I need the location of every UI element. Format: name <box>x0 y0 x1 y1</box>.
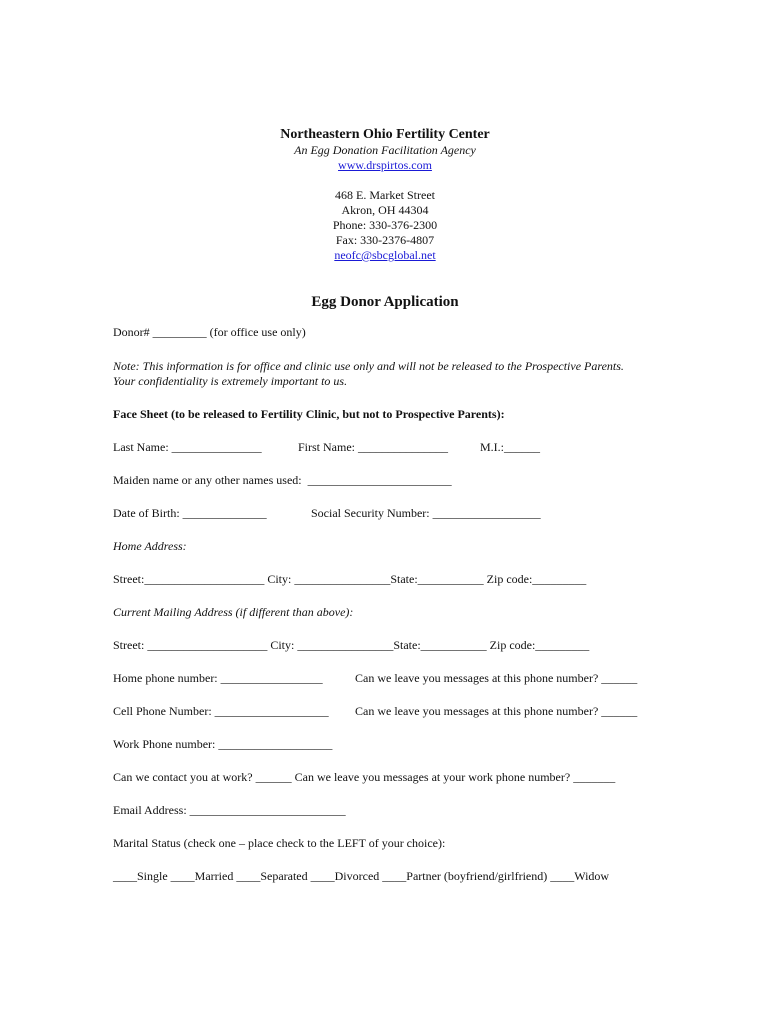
note-line-1: Note: This information is for office and clinic use only and will not be released to the Prospective Parents. <box>113 359 624 373</box>
work-contact-question: Can we contact you at work? ______ Can we leave you messages at your work phone number? _______ <box>113 770 616 784</box>
address-street: 468 E. Market Street <box>335 188 435 202</box>
cell-phone-message-question: Can we leave you messages at this phone number? ______ <box>355 704 638 718</box>
org-name: Northeastern Ohio Fertility Center <box>280 127 490 142</box>
mailing-address-heading: Current Mailing Address (if different than above): <box>113 605 354 619</box>
face-sheet-heading: Face Sheet (to be released to Fertility Clinic, but not to Prospective Parents): <box>113 407 505 421</box>
middle-initial-field: M.I.:______ <box>480 440 540 454</box>
marital-status-options: ____Single ____Married ____Separated ____Divorced ____Partner (boyfriend/girlfriend) ____Widow <box>113 869 610 883</box>
home-phone-message-question: Can we leave you messages at this phone number? ______ <box>355 671 638 685</box>
org-tagline: An Egg Donation Facilitation Agency <box>294 143 476 157</box>
address-city: Akron, OH 44304 <box>341 203 429 217</box>
email-link[interactable]: neofc@sbcglobal.net <box>334 248 436 262</box>
form-title: Egg Donor Application <box>311 294 459 310</box>
fax-number: Fax: 330-2376-4807 <box>335 233 435 247</box>
note-line-2: Your confidentiality is extremely important to us. <box>113 374 348 388</box>
marital-status-heading: Marital Status (check one – place check to the LEFT of your choice): <box>113 836 446 850</box>
home-phone-field: Home phone number: _________________ <box>113 671 323 685</box>
home-address-heading: Home Address: <box>113 539 187 553</box>
website-link[interactable]: www.drspirtos.com <box>338 158 432 172</box>
phone-number: Phone: 330-376-2300 <box>332 218 438 232</box>
ssn-field: Social Security Number: __________________ <box>311 506 541 520</box>
work-phone-field: Work Phone number: ___________________ <box>113 737 333 751</box>
date-of-birth-field: Date of Birth: ______________ <box>113 506 267 520</box>
home-address-line: Street:____________________ City: ________________State:___________ Zip code:_________ <box>113 572 587 586</box>
last-name-field: Last Name: _______________ <box>113 440 262 454</box>
mailing-address-line: Street: ____________________ City: ________________State:___________ Zip code:_________ <box>113 638 590 652</box>
first-name-field: First Name: _______________ <box>298 440 448 454</box>
email-address-field: Email Address: __________________________ <box>113 803 346 817</box>
maiden-name-field: Maiden name or any other names used: ________________________ <box>113 473 452 487</box>
donor-number-field: Donor# _________ (for office use only) <box>113 325 306 339</box>
cell-phone-field: Cell Phone Number: ___________________ <box>113 704 329 718</box>
